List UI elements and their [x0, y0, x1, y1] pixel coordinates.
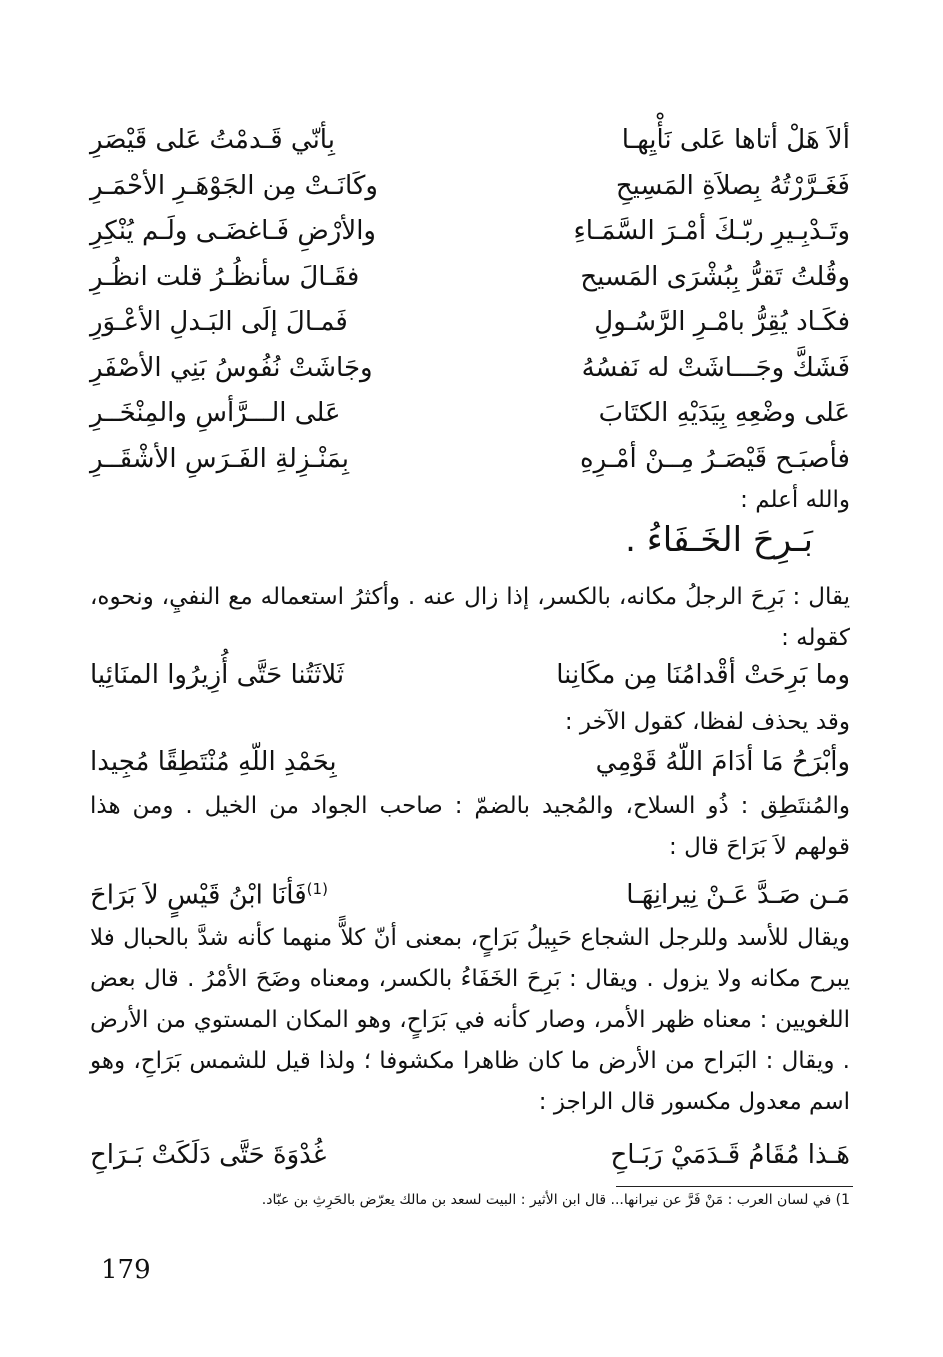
verse-hemistich-second: بِأنّي قَـدمْتُ عَلى قَيْصَرِ — [90, 125, 335, 155]
verse-hemistich-first: فأصبَـح قَيْصَـرُ مِــنْ أمْـرِهِ — [580, 443, 850, 474]
verse-hemistich-second: ثَلاثَتُنا حَتَّى أُزِيرُوا المنَائِيا — [90, 660, 345, 690]
verse-hemistich-first: وتَـدْبِـيرِ ربّـكَ أمْـرَ السَّمَـاءِ — [573, 216, 850, 246]
verse-hemistich-second — [90, 880, 328, 911]
verse-line — [90, 125, 850, 165]
verse-hemistich-first: فَشَكَّ وجَـــاشَتْ له نَفسُهُ — [581, 352, 850, 383]
verse-hemistich-second: فَمـالَ إلَى البَـدلِ الأعْـوَرِ — [90, 307, 348, 337]
verse-hemistich-first: عَلى وضْعِهِ بِيَدَيْهِ الكتَابَ — [598, 398, 850, 428]
verse-hemistich-second: وجَاشَتْ نُفُوسُ بَنِي الأصْفَرِ — [90, 352, 373, 383]
verse-line — [90, 171, 850, 211]
verse-hemistich-second: عَلى الـــرَّأسِ والمِنْخَــرِ — [90, 398, 341, 428]
verse-hemistich-first: مَـن صَـدَّ عَـنْ نِيرانِهَـا — [626, 880, 850, 910]
verse-line — [90, 880, 850, 920]
verse-hemistich-first: هَـذا مُقَامُ قَـدَمَيْ رَبَـاحِ — [610, 1140, 850, 1170]
verse-line — [90, 747, 850, 787]
closing-phrase: والله أعلم : — [740, 487, 850, 513]
verse-line — [90, 398, 850, 438]
verse-hemistich-first: فَغَـرَّرْتُهُ بِصلاَةِ المَسِيحِ — [615, 170, 850, 201]
verse-hemistich-first: وأبْرَحُ مَا أدَامَ اللّهُ قَوْمِي — [595, 747, 850, 777]
paragraph-2: وقد يحذف لفظا، كقول الآخر : — [564, 709, 850, 735]
verse-hemistich-second: بِحَمْدِ اللّهِ مُنْتَطِقًا مُجِيدا — [90, 747, 337, 777]
verse-hemistich-second: والأرْضِ فَـاغضَـى ولَـم يُنْكِرِ — [90, 216, 376, 246]
paragraph-1: يقال : بَرِحَ الرجلُ مكانه، بالكسر، إذا زال عنه . وأكثرُ استعماله مع النفيِ، ونحوه، كقوله : — [90, 584, 850, 651]
verse-hemistich-second: فقَـالَ سأنظُـرُ قلت انظُـرِ — [90, 261, 360, 292]
paragraph-4: ويقال للأسد وللرجل الشجاع حَبِيلُ بَرَاحٍ، بمعنى أنّ كلاًّ منهما كأنه شدَّ بالحبال فلا يبرح مكانه ولا يزول . ويقال : بَرِحَ الخَفَاءُ بالكسر، ومعناه وضَحَ الأمْرُ . قال بعض اللغويين : معناه ظهر الأمر، وصار كأنه في بَرَاحٍ، وهو المكان المستوي من الأرض . ويقال : البَراح من الأرض ما كان ظاهرا مكشوفا ؛ ولذا قيل للشمس بَرَاحِ، وهو اسم معدول مكسور قال الراجز : — [90, 925, 850, 1115]
verse-line — [90, 353, 850, 393]
verse-hemistich-second: بِمَنْـزِلةِ الفَـرَسِ الأشْقَــرِ — [90, 443, 350, 474]
paragraph-3: والمُنتَطِق : ذُو السلاح، والمُجيد بالضمّ : صاحب الجواد من الخيل . ومن هذا قولهم لاَ بَرَاحَ قال : — [90, 793, 850, 860]
verse-line — [90, 444, 850, 484]
page-number: 179 — [101, 1255, 151, 1285]
verse-hemistich-second: غُدْوَةَ حَتَّى دَلَكَتْ بَـرَاحِ — [90, 1140, 327, 1170]
verse-hemistich-first: فكَـاد يُقِرُّ بامْـرِ الرَّسُـولِ — [594, 307, 850, 337]
verse-hemistich-first: وما بَرِحَتْ أقْدامُنَا مِن مكَانِنا — [556, 660, 850, 690]
verse-hemistich-first: وقُلتُ تَقرُّ بِبُشْرَى المَسيح — [580, 261, 850, 292]
verse-line — [90, 216, 850, 256]
verse-text: فَأنَا ابْنُ قَيْسٍ لاَ بَرَاحَ — [90, 880, 307, 911]
verse-line — [90, 660, 850, 700]
footnote: 1) في لسان العرب : مَنْ فَرَّ عن نيرانها... قال ابن الأثير : البيت لسعد بن مالك يعرّض بالحَرِثِ بن عبّاد. — [261, 1192, 850, 1208]
verse-line — [90, 262, 850, 302]
verse-hemistich-second: وكَانَـتْ مِن الجَوْهَـرِ الأحْمَـرِ — [90, 170, 378, 201]
verse-hemistich-first: ألاَ هَلْ أتاها عَلى نَأْيِهـا — [621, 125, 850, 155]
footnote-marker: (1) — [306, 880, 328, 898]
section-heading: بَـرِحَ الخَـفَاءُ . — [625, 520, 813, 560]
verse-line — [90, 307, 850, 347]
footnote-separator — [616, 1186, 853, 1187]
verse-line — [90, 1140, 850, 1180]
